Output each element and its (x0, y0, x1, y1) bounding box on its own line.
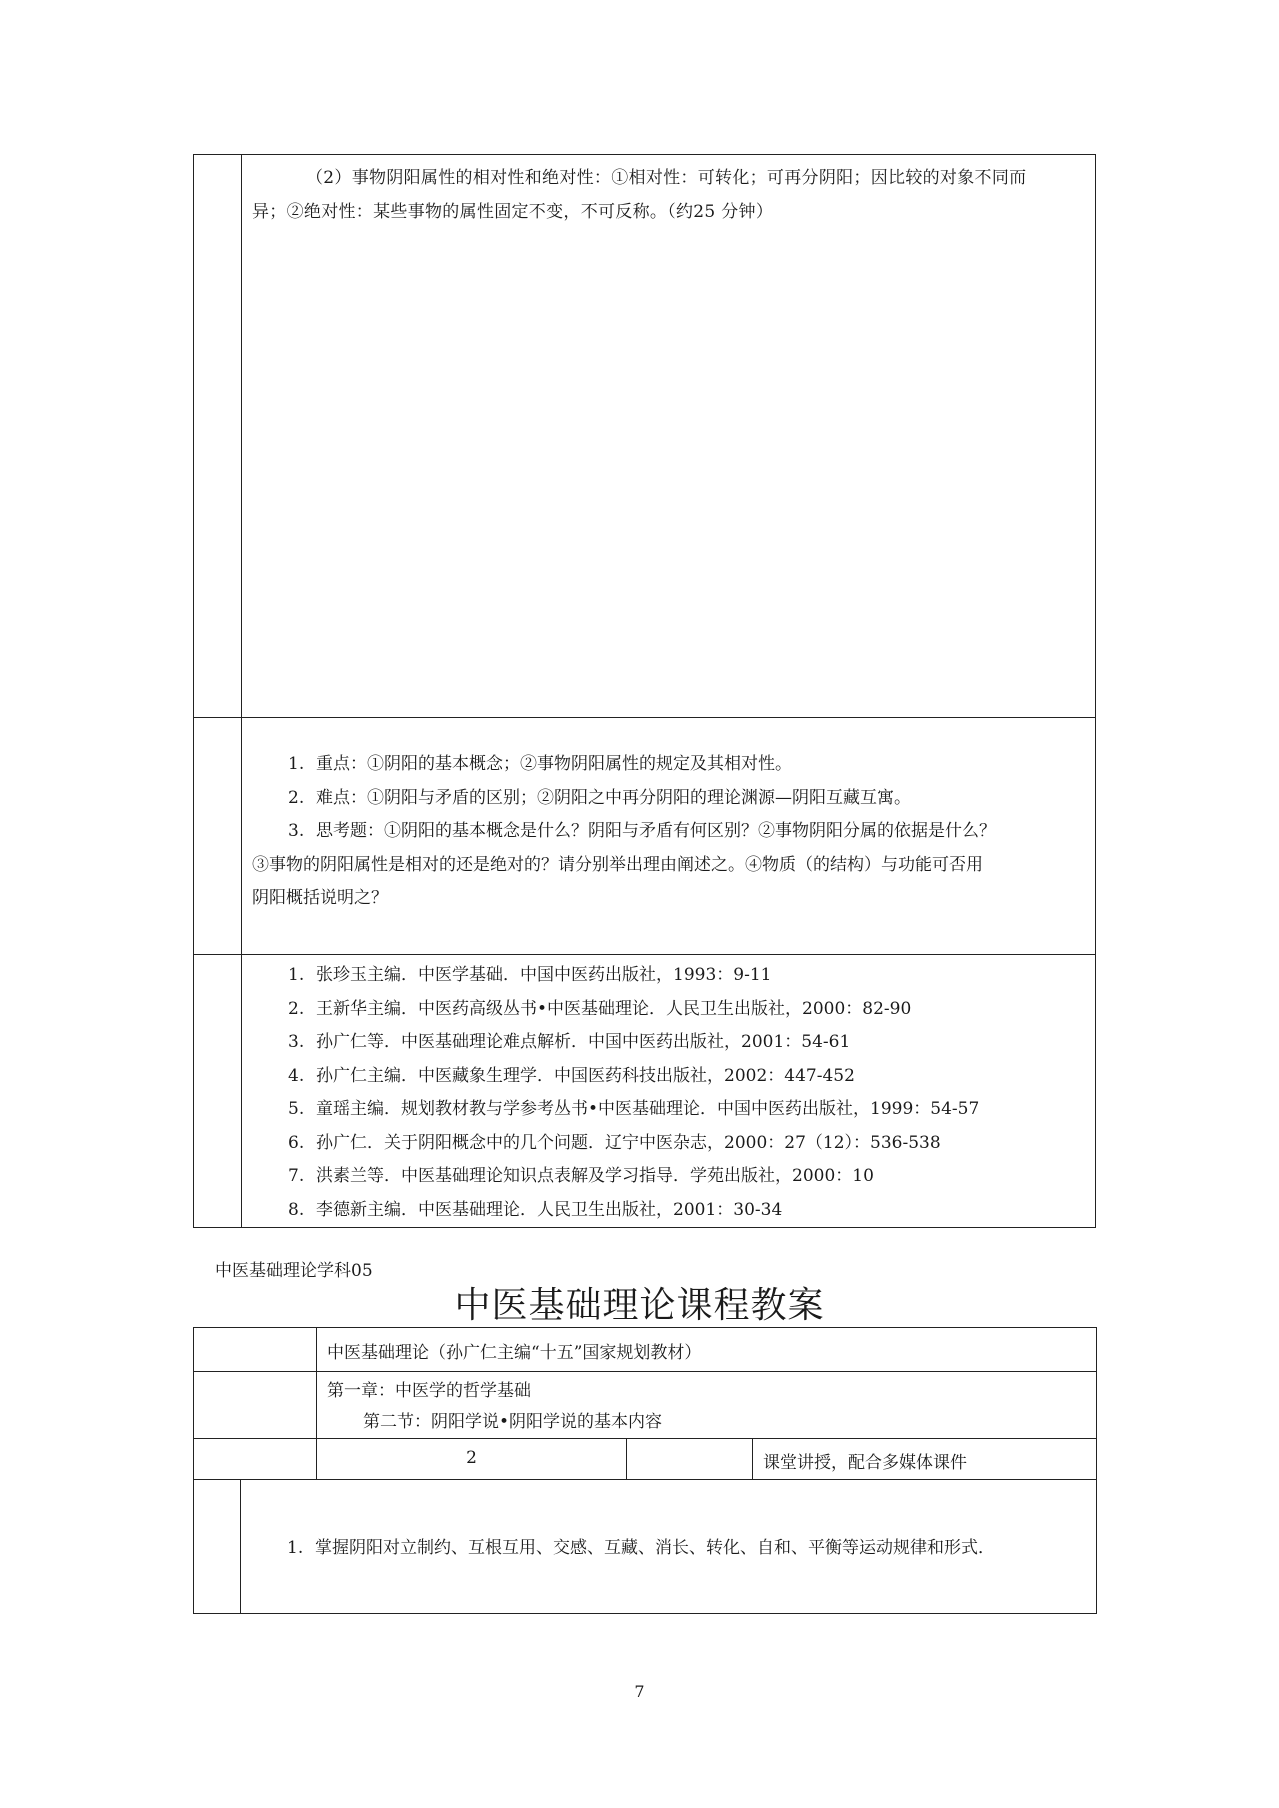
label-cell (194, 1439, 317, 1480)
row-header-cell (194, 1480, 241, 1614)
reference-item: 2. 王新华主编．中医药高级丛书•中医基础理论．人民卫生出版社，2000：82-90 (288, 998, 912, 1019)
content-cell (242, 155, 1096, 718)
row-header-cell (194, 155, 242, 718)
chapter-value: 第一章：中医学的哲学基础 (327, 1381, 531, 1401)
course-plan-table (193, 1327, 1097, 1614)
page-number: 7 (634, 1682, 645, 1701)
list-item: 2. 难点：①阴阳与矛盾的区别；②阴阳之中再分阴阳的理论渊源—阴阳互藏互寓。 (288, 787, 911, 808)
references-cell (242, 955, 1096, 1228)
objective-text: 掌握阴阳对立制约、互根互用、交感、互藏、消长、转化、自和、平衡等运动规律和形式． (315, 1538, 995, 1558)
objective-number: 1. (287, 1538, 304, 1558)
textbook-value: 中医基础理论（孙广仁主编“十五”国家规划教材） (327, 1343, 702, 1363)
list-item-continuation: 阴阳概括说明之？ (252, 888, 388, 908)
references-list (288, 959, 1085, 1227)
objective-cell (241, 1480, 1097, 1614)
key-points-list (252, 748, 1085, 916)
list-item: 1. 重点：①阴阳的基本概念；②事物阴阳属性的规定及其相对性。 (288, 754, 792, 774)
page-title: 中医基础理论课程教案 (454, 1285, 825, 1326)
subject-label: 中医基础理论学科05 (215, 1261, 373, 1281)
lesson-table-continued (193, 154, 1096, 1228)
hours-cell (317, 1439, 627, 1480)
method-cell (753, 1439, 1097, 1480)
section-value: 第二节：阴阳学说•阴阳学说的基本内容 (363, 1412, 663, 1432)
list-item-continuation: ③事物的阴阳属性是相对的还是绝对的？请分别举出理由阐述之。④物质（的结构）与功能可否用 (252, 854, 983, 875)
key-points-cell (242, 718, 1096, 955)
reference-item: 3. 孙广仁等．中医基础理论难点解析．中国中医药出版社，2001：54-61 (288, 1032, 851, 1052)
label-cell (194, 1328, 317, 1372)
row-header-cell (194, 955, 242, 1228)
reference-item: 5. 童瑶主编．规划教材教与学参考丛书•中医基础理论．中国中医药出版社，1999：54-57 (288, 1099, 980, 1119)
relative-absolute-text: （2）事物阴阳属性的相对性和绝对性：①相对性：可转化；可再分阴阳；因比较的对象不同而 异；②绝对性：某些事物的属性固定不变，不可反称。（约25 分钟） (252, 168, 1027, 222)
reference-item: 8. 李德新主编．中医基础理论．人民卫生出版社，2001：30-34 (288, 1199, 783, 1220)
reference-item: 1. 张珍玉主编．中医学基础．中国中医药出版社，1993：9-11 (288, 965, 772, 985)
label-cell (194, 1372, 317, 1439)
reference-item: 6. 孙广仁．关于阴阳概念中的几个问题．辽宁中医杂志，2000：27（12）：536-538 (288, 1132, 941, 1153)
row-header-cell (194, 718, 242, 955)
method-value: 课堂讲授，配合多媒体课件 (763, 1453, 967, 1473)
list-item: 3. 思考题：①阴阳的基本概念是什么？阴阳与矛盾有何区别？②事物阴阳分属的依据是什么？ (288, 821, 996, 841)
chapter-cell (317, 1372, 1097, 1439)
hours-value: 2 (466, 1448, 477, 1468)
label-cell (627, 1439, 753, 1480)
reference-item: 7. 洪素兰等．中医基础理论知识点表解及学习指导．学苑出版社，2000：10 (288, 1166, 874, 1186)
reference-item: 4. 孙广仁主编．中医藏象生理学．中国医药科技出版社，2002：447-452 (288, 1065, 855, 1086)
textbook-cell (317, 1328, 1097, 1372)
